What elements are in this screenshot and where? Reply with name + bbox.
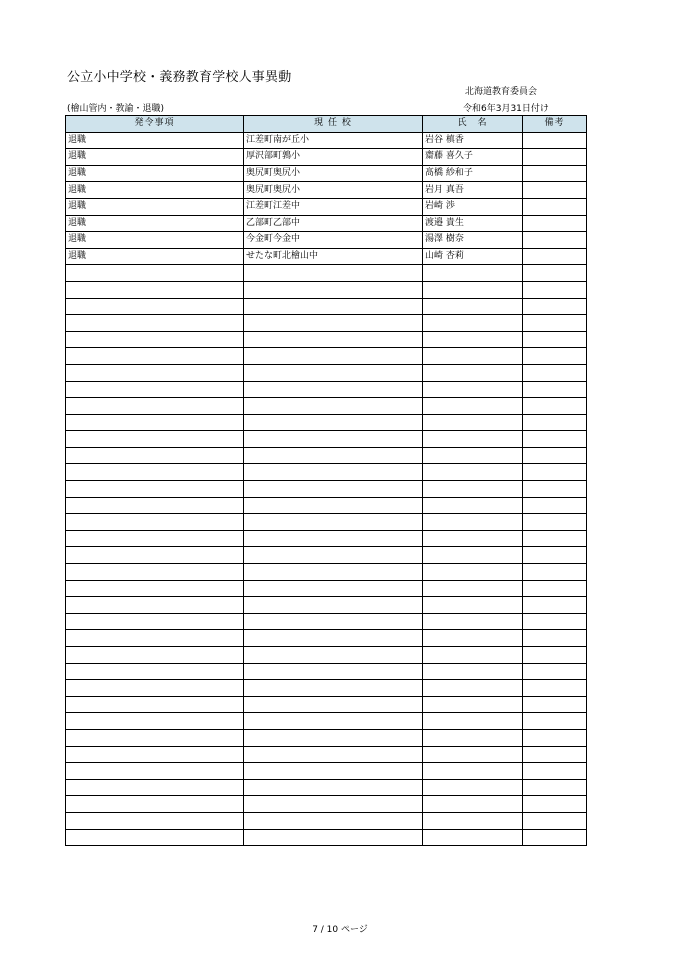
cell-name	[423, 580, 523, 597]
page-number: 7 / 10 ページ	[312, 925, 368, 935]
table-row-empty	[66, 696, 587, 713]
table-row	[66, 182, 587, 199]
cell-name	[423, 729, 523, 746]
cell-remarks	[523, 232, 587, 249]
cell-order	[66, 364, 244, 381]
cell-school	[244, 530, 423, 547]
cell-remarks	[523, 431, 587, 448]
cell-name	[423, 713, 523, 730]
cell-remarks	[523, 547, 587, 564]
cell-order	[66, 514, 244, 531]
cell-school	[244, 680, 423, 697]
table-row-empty	[66, 381, 587, 398]
cell-school	[244, 763, 423, 780]
cell-name	[423, 281, 523, 298]
table-row-empty	[66, 829, 587, 846]
cell-order	[66, 497, 244, 514]
cell-order	[66, 398, 244, 415]
cell-school: 乙部町乙部中	[244, 215, 423, 232]
cell-order	[66, 547, 244, 564]
cell-name	[423, 497, 523, 514]
cell-order	[66, 265, 244, 282]
cell-school	[244, 298, 423, 315]
cell-school: 厚沢部町鶉小	[244, 149, 423, 166]
table-row-empty	[66, 514, 587, 531]
cell-remarks	[523, 132, 587, 149]
cell-remarks	[523, 829, 587, 846]
cell-order: 退職	[66, 248, 244, 265]
cell-order	[66, 447, 244, 464]
cell-remarks	[523, 580, 587, 597]
table-row-empty	[66, 464, 587, 481]
cell-remarks	[523, 713, 587, 730]
cell-name	[423, 331, 523, 348]
table-row-empty	[66, 580, 587, 597]
cell-remarks	[523, 464, 587, 481]
cell-school	[244, 630, 423, 647]
scope-label: (檜山管内・教諭・退職)	[67, 104, 165, 114]
cell-school	[244, 580, 423, 597]
cell-remarks	[523, 315, 587, 332]
cell-name: 髙橋 紗和子	[423, 165, 523, 182]
cell-name	[423, 779, 523, 796]
cell-name: 岩谷 槙香	[423, 132, 523, 149]
table-row	[66, 198, 587, 215]
table-row-empty	[66, 796, 587, 813]
issuer-name: 北海道教育委員会	[465, 87, 538, 97]
table-row	[66, 132, 587, 149]
cell-school	[244, 779, 423, 796]
table-row-empty	[66, 729, 587, 746]
table-row-empty	[66, 663, 587, 680]
cell-school	[244, 514, 423, 531]
cell-name	[423, 431, 523, 448]
table-row	[66, 248, 587, 265]
cell-school	[244, 315, 423, 332]
table-row	[66, 165, 587, 182]
table-row-empty	[66, 647, 587, 664]
cell-remarks	[523, 165, 587, 182]
cell-school	[244, 431, 423, 448]
cell-school	[244, 414, 423, 431]
cell-order	[66, 331, 244, 348]
cell-remarks	[523, 597, 587, 614]
table-row-empty	[66, 481, 587, 498]
cell-school	[244, 364, 423, 381]
cell-name	[423, 514, 523, 531]
cell-name	[423, 630, 523, 647]
cell-order	[66, 829, 244, 846]
cell-remarks	[523, 381, 587, 398]
table-row-empty	[66, 265, 587, 282]
cell-school: 奥尻町奥尻小	[244, 165, 423, 182]
cell-remarks	[523, 198, 587, 215]
cell-school	[244, 647, 423, 664]
cell-name	[423, 680, 523, 697]
cell-school: 江差町江差中	[244, 198, 423, 215]
cell-school	[244, 381, 423, 398]
cell-remarks	[523, 215, 587, 232]
cell-remarks	[523, 182, 587, 199]
table-row-empty	[66, 298, 587, 315]
cell-remarks	[523, 680, 587, 697]
cell-name	[423, 364, 523, 381]
cell-remarks	[523, 796, 587, 813]
cell-name	[423, 613, 523, 630]
cell-school	[244, 464, 423, 481]
table-row-empty	[66, 348, 587, 365]
cell-name	[423, 464, 523, 481]
cell-order	[66, 431, 244, 448]
table-row	[66, 215, 587, 232]
cell-remarks	[523, 663, 587, 680]
cell-remarks	[523, 564, 587, 581]
cell-name	[423, 481, 523, 498]
cell-remarks	[523, 331, 587, 348]
cell-school	[244, 348, 423, 365]
table-row-empty	[66, 613, 587, 630]
cell-order: 退職	[66, 232, 244, 249]
cell-name	[423, 647, 523, 664]
cell-name	[423, 796, 523, 813]
cell-name	[423, 414, 523, 431]
column-header-school: 現 任 校	[244, 116, 423, 133]
cell-order	[66, 763, 244, 780]
cell-school	[244, 547, 423, 564]
cell-remarks	[523, 630, 587, 647]
cell-order	[66, 746, 244, 763]
cell-name	[423, 564, 523, 581]
table-row-empty	[66, 281, 587, 298]
table-row-empty	[66, 414, 587, 431]
cell-name: 岩月 真吾	[423, 182, 523, 199]
cell-school	[244, 331, 423, 348]
cell-remarks	[523, 348, 587, 365]
column-header-order: 発令事項	[66, 116, 244, 133]
cell-name	[423, 348, 523, 365]
cell-remarks	[523, 696, 587, 713]
table-row-empty	[66, 431, 587, 448]
cell-order	[66, 779, 244, 796]
cell-name	[423, 315, 523, 332]
cell-order: 退職	[66, 215, 244, 232]
table-row-empty	[66, 746, 587, 763]
personnel-table	[65, 115, 587, 846]
effective-date: 令和6年3月31日付け	[463, 104, 549, 114]
cell-school	[244, 597, 423, 614]
cell-remarks	[523, 281, 587, 298]
table-row-empty	[66, 779, 587, 796]
table-row-empty	[66, 597, 587, 614]
cell-order	[66, 381, 244, 398]
cell-name: 湯澤 樹奈	[423, 232, 523, 249]
cell-school	[244, 713, 423, 730]
cell-order	[66, 348, 244, 365]
cell-name: 齋藤 喜久子	[423, 149, 523, 166]
cell-name	[423, 746, 523, 763]
cell-name: 渡邉 貴生	[423, 215, 523, 232]
cell-name	[423, 812, 523, 829]
cell-remarks	[523, 647, 587, 664]
column-header-name: 氏 名	[423, 116, 523, 133]
cell-name	[423, 298, 523, 315]
cell-remarks	[523, 497, 587, 514]
cell-school	[244, 746, 423, 763]
cell-name	[423, 398, 523, 415]
cell-school	[244, 497, 423, 514]
table-row-empty	[66, 812, 587, 829]
cell-school	[244, 796, 423, 813]
cell-order	[66, 414, 244, 431]
cell-name	[423, 829, 523, 846]
table-row	[66, 232, 587, 249]
table-row-empty	[66, 530, 587, 547]
cell-order	[66, 729, 244, 746]
cell-remarks	[523, 812, 587, 829]
cell-order: 退職	[66, 165, 244, 182]
cell-remarks	[523, 298, 587, 315]
cell-remarks	[523, 414, 587, 431]
cell-school	[244, 812, 423, 829]
cell-order	[66, 812, 244, 829]
cell-name	[423, 663, 523, 680]
cell-remarks	[523, 447, 587, 464]
cell-order	[66, 713, 244, 730]
cell-order	[66, 580, 244, 597]
cell-order	[66, 796, 244, 813]
cell-remarks	[523, 613, 587, 630]
cell-school	[244, 398, 423, 415]
cell-remarks	[523, 149, 587, 166]
table-row	[66, 149, 587, 166]
cell-order	[66, 315, 244, 332]
cell-school	[244, 613, 423, 630]
cell-name	[423, 763, 523, 780]
cell-name	[423, 447, 523, 464]
cell-school	[244, 663, 423, 680]
cell-remarks	[523, 530, 587, 547]
cell-order: 退職	[66, 198, 244, 215]
cell-remarks	[523, 481, 587, 498]
cell-name	[423, 547, 523, 564]
cell-order	[66, 298, 244, 315]
table-row-empty	[66, 497, 587, 514]
table-row-empty	[66, 680, 587, 697]
cell-order	[66, 464, 244, 481]
cell-remarks	[523, 265, 587, 282]
cell-name	[423, 696, 523, 713]
cell-name	[423, 381, 523, 398]
cell-order	[66, 530, 244, 547]
cell-name: 山崎 杏莉	[423, 248, 523, 265]
cell-remarks	[523, 248, 587, 265]
cell-remarks	[523, 779, 587, 796]
cell-order	[66, 564, 244, 581]
table-row-empty	[66, 398, 587, 415]
table-row-empty	[66, 547, 587, 564]
table-row-empty	[66, 331, 587, 348]
cell-order	[66, 680, 244, 697]
cell-name: 岩崎 渉	[423, 198, 523, 215]
cell-order: 退職	[66, 132, 244, 149]
cell-remarks	[523, 729, 587, 746]
table-row-empty	[66, 630, 587, 647]
cell-school: 江差町南が丘小	[244, 132, 423, 149]
cell-name	[423, 265, 523, 282]
cell-order	[66, 613, 244, 630]
cell-school	[244, 829, 423, 846]
cell-school	[244, 696, 423, 713]
cell-order: 退職	[66, 182, 244, 199]
cell-school: 今金町今金中	[244, 232, 423, 249]
table-row-empty	[66, 364, 587, 381]
cell-order	[66, 597, 244, 614]
cell-school	[244, 564, 423, 581]
cell-remarks	[523, 398, 587, 415]
cell-order: 退職	[66, 149, 244, 166]
cell-name	[423, 597, 523, 614]
cell-school: 奥尻町奥尻小	[244, 182, 423, 199]
cell-school	[244, 265, 423, 282]
cell-school: せたな町北檜山中	[244, 248, 423, 265]
cell-order	[66, 281, 244, 298]
table-row-empty	[66, 315, 587, 332]
cell-order	[66, 647, 244, 664]
cell-name	[423, 530, 523, 547]
cell-order	[66, 696, 244, 713]
cell-school	[244, 281, 423, 298]
cell-order	[66, 663, 244, 680]
cell-remarks	[523, 364, 587, 381]
cell-remarks	[523, 514, 587, 531]
cell-school	[244, 481, 423, 498]
table-row-empty	[66, 763, 587, 780]
cell-remarks	[523, 746, 587, 763]
table-row-empty	[66, 447, 587, 464]
cell-order	[66, 481, 244, 498]
column-header-remarks: 備考	[523, 116, 587, 133]
cell-school	[244, 729, 423, 746]
table-row-empty	[66, 564, 587, 581]
table-body	[66, 132, 587, 846]
document-title: 公立小中学校・義務教育学校人事異動	[67, 70, 292, 85]
cell-school	[244, 447, 423, 464]
cell-remarks	[523, 763, 587, 780]
table-row-empty	[66, 713, 587, 730]
table-header-row	[66, 116, 587, 133]
cell-order	[66, 630, 244, 647]
